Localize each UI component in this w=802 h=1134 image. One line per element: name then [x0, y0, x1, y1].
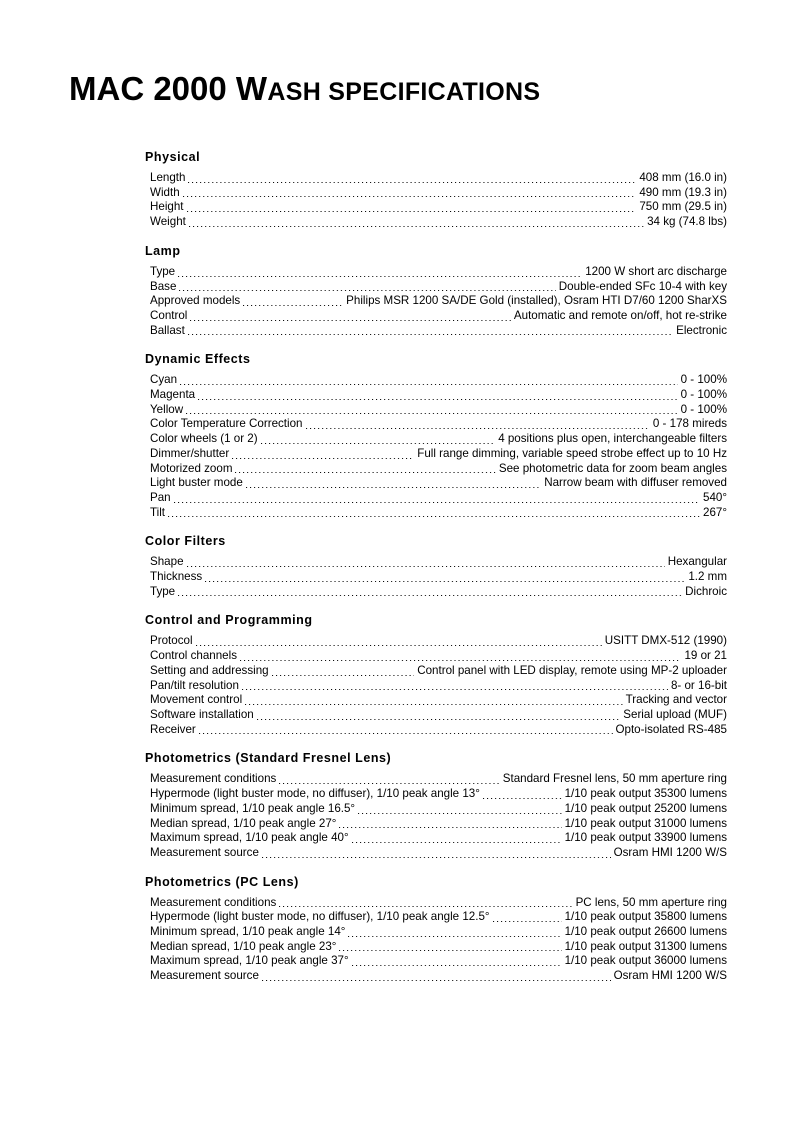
spec-row [150, 896, 727, 911]
spec-value: Double-ended SFc 10-4 with key [558, 279, 727, 293]
spec-label: Maximum spread, 1/10 peak angle 37° [150, 954, 349, 968]
spec-value: Narrow beam with diffuser removed [544, 476, 727, 490]
spec-value: Automatic and remote on/off, hot re-strike [513, 308, 727, 322]
spec-value: 1/10 peak output 31300 lumens [564, 939, 727, 953]
dot-leader [180, 376, 678, 387]
spec-row [150, 388, 727, 403]
spec-label: Base [150, 279, 177, 293]
spec-value: PC lens, 50 mm aperture ring [575, 895, 727, 909]
spec-label: Motorized zoom [150, 461, 233, 475]
spec-row [150, 846, 727, 861]
dot-leader [189, 218, 644, 229]
spec-row [150, 309, 727, 324]
spec-row [150, 723, 727, 738]
dot-leader [187, 558, 665, 569]
spec-label: Movement control [150, 693, 243, 707]
spec-value: 8- or 16-bit [670, 678, 727, 692]
spec-value: Philips MSR 1200 SA/DE Gold (installed), Osram HTI D7/60 1200 SharXS [346, 294, 727, 308]
dot-leader [352, 957, 562, 968]
spec-section [145, 244, 727, 339]
section-heading: Dynamic Effects [145, 352, 251, 367]
spec-label: Control [150, 308, 188, 322]
page-title-w: W [235, 70, 268, 108]
spec-row [150, 555, 727, 570]
spec-value: 1/10 peak output 36000 lumens [564, 954, 727, 968]
dot-leader [186, 405, 678, 416]
spec-value: 1/10 peak output 25200 lumens [564, 801, 727, 815]
spec-label: Setting and addressing [150, 663, 269, 677]
dot-leader [188, 326, 673, 337]
spec-value: 1/10 peak output 33900 lumens [564, 831, 727, 845]
spec-row [150, 787, 727, 802]
spec-label: Dimmer/shutter [150, 446, 230, 460]
dot-leader [178, 587, 682, 598]
spec-value: Osram HMI 1200 W/S [613, 969, 727, 983]
spec-row [150, 373, 727, 388]
spec-label: Color wheels (1 or 2) [150, 432, 258, 446]
spec-section [145, 751, 727, 860]
dot-leader [188, 174, 636, 185]
spec-value: 1/10 peak output 35300 lumens [564, 787, 727, 801]
dot-leader [243, 297, 343, 308]
page-title [69, 72, 540, 109]
spec-value: 408 mm (16.0 in) [639, 171, 727, 184]
spec-value: 1/10 peak output 26600 lumens [564, 925, 727, 939]
spec-row [150, 969, 727, 984]
spec-value: 267° [703, 505, 727, 519]
dot-leader [257, 711, 621, 722]
spec-row [150, 432, 727, 447]
dot-leader [196, 637, 602, 648]
specifications-container [145, 150, 727, 984]
spec-label: Minimum spread, 1/10 peak angle 14° [150, 925, 346, 939]
spec-value: Osram HMI 1200 W/S [613, 845, 727, 859]
spec-value: 0 - 178 mireds [652, 417, 727, 431]
spec-row [150, 265, 727, 280]
spec-row [150, 280, 727, 295]
page-title-lead: MAC 2000 [69, 70, 236, 108]
spec-value: 750 mm (29.5 in) [639, 200, 727, 214]
spec-value: 19 or 21 [684, 649, 727, 663]
dot-leader [245, 696, 622, 707]
dot-leader [348, 928, 561, 939]
spec-row [150, 831, 727, 846]
dot-leader [246, 479, 541, 490]
spec-label: Measurement conditions [150, 772, 277, 786]
dot-leader [179, 282, 555, 293]
spec-section [145, 352, 727, 520]
page-title-smallcaps [235, 70, 541, 108]
dot-leader [232, 450, 414, 461]
spec-label: Hypermode (light buster mode, no diffuser), 1/10 peak angle 12.5° [150, 910, 490, 924]
spec-row [150, 802, 727, 817]
spec-row [150, 708, 727, 723]
spec-row [150, 491, 727, 506]
spec-label: Yellow [150, 402, 184, 416]
spec-row [150, 649, 727, 664]
spec-value: 540° [703, 490, 727, 504]
spec-list [145, 265, 727, 339]
spec-value: 1/10 peak output 35800 lumens [564, 910, 727, 924]
spec-row [150, 215, 727, 230]
spec-label: Control channels [150, 649, 238, 663]
spec-label: Measurement source [150, 969, 259, 983]
spec-label: Length [150, 171, 186, 184]
spec-label: Magenta [150, 388, 196, 402]
spec-label: Tilt [150, 505, 166, 519]
spec-label: Light buster mode [150, 476, 243, 490]
dot-leader [358, 805, 561, 816]
spec-value: 0 - 100% [680, 373, 727, 387]
spec-label: Median spread, 1/10 peak angle 23° [150, 939, 337, 953]
spec-label: Shape [150, 555, 184, 569]
spec-row [150, 186, 727, 201]
spec-label: Receiver [150, 722, 196, 736]
spec-row [150, 679, 727, 694]
spec-row [150, 693, 727, 708]
spec-row [150, 462, 727, 477]
page-title-rest: ASH SPECIFICATIONS [267, 78, 541, 107]
spec-row [150, 954, 727, 969]
spec-label: Weight [150, 215, 186, 229]
dot-leader [483, 790, 562, 801]
spec-row [150, 403, 727, 418]
spec-row [150, 634, 727, 649]
spec-row [150, 294, 727, 309]
spec-list [145, 634, 727, 737]
spec-value: USITT DMX-512 (1990) [604, 634, 727, 648]
dot-leader [339, 819, 561, 830]
spec-section [145, 534, 727, 599]
section-heading: Photometrics (PC Lens) [145, 874, 299, 889]
spec-value: 1200 W short arc discharge [585, 264, 727, 278]
spec-row [150, 925, 727, 940]
spec-section [145, 150, 727, 230]
spec-row [150, 772, 727, 787]
spec-list [145, 555, 727, 599]
spec-row [150, 506, 727, 521]
spec-row [150, 585, 727, 600]
dot-leader [242, 681, 668, 692]
spec-label: Type [150, 584, 176, 598]
spec-row [150, 476, 727, 491]
dot-leader [493, 913, 562, 924]
dot-leader [178, 268, 582, 279]
spec-value: 4 positions plus open, interchangeable filters [498, 432, 727, 446]
section-heading: Lamp [145, 243, 181, 258]
dot-leader [190, 312, 511, 323]
spec-list [145, 772, 727, 860]
spec-value: Standard Fresnel lens, 50 mm aperture ring [502, 772, 727, 786]
spec-value: Hexangular [667, 555, 727, 569]
spec-label: Ballast [150, 323, 185, 337]
spec-row [150, 664, 727, 679]
dot-leader [199, 725, 613, 736]
spec-value: Dichroic [685, 584, 727, 598]
spec-value: 34 kg (74.8 lbs) [647, 215, 727, 229]
spec-row [150, 910, 727, 925]
dot-leader [183, 188, 637, 199]
spec-label: Approved models [150, 294, 241, 308]
dot-leader [261, 435, 496, 446]
spec-value: See photometric data for zoom beam angles [498, 461, 727, 475]
spec-value: Control panel with LED display, remote using MP-2 uploader [417, 663, 727, 677]
spec-list [145, 896, 727, 984]
dot-leader [262, 849, 611, 860]
spec-row [150, 817, 727, 832]
spec-value: 1.2 mm [688, 570, 727, 584]
spec-value: Serial upload (MUF) [623, 707, 727, 721]
spec-label: Median spread, 1/10 peak angle 27° [150, 816, 337, 830]
spec-value: Full range dimming, variable speed strobe effect up to 10 Hz [417, 446, 727, 460]
dot-leader [306, 420, 650, 431]
spec-row [150, 171, 727, 186]
spec-label: Minimum spread, 1/10 peak angle 16.5° [150, 801, 356, 815]
dot-leader [187, 203, 637, 214]
dot-leader [198, 391, 677, 402]
dot-leader [352, 834, 562, 845]
spec-row [150, 417, 727, 432]
spec-label: Software installation [150, 707, 254, 721]
spec-value: 1/10 peak output 31000 lumens [564, 816, 727, 830]
spec-value: Opto-isolated RS-485 [615, 722, 727, 736]
spec-list [145, 373, 727, 520]
dot-leader [262, 972, 611, 983]
section-heading: Photometrics (Standard Fresnel Lens) [145, 751, 392, 766]
spec-row [150, 447, 727, 462]
spec-label: Height [150, 200, 184, 214]
spec-label: Thickness [150, 570, 203, 584]
spec-label: Cyan [150, 373, 178, 387]
spec-label: Color Temperature Correction [150, 417, 303, 431]
spec-row [150, 940, 727, 955]
dot-leader [272, 667, 415, 678]
spec-section [145, 613, 727, 737]
spec-row [150, 200, 727, 215]
spec-value: 0 - 100% [680, 402, 727, 416]
spec-label: Protocol [150, 634, 193, 648]
spec-value: 490 mm (19.3 in) [639, 185, 727, 199]
dot-leader [174, 494, 700, 505]
spec-value: Tracking and vector [625, 693, 727, 707]
spec-label: Maximum spread, 1/10 peak angle 40° [150, 831, 349, 845]
section-heading: Control and Programming [145, 613, 313, 628]
spec-list [145, 171, 727, 230]
spec-label: Width [150, 185, 180, 199]
section-heading: Color Filters [145, 534, 226, 549]
spec-row [150, 324, 727, 339]
spec-row [150, 570, 727, 585]
spec-value: 0 - 100% [680, 388, 727, 402]
spec-value: Electronic [676, 323, 727, 337]
spec-label: Measurement source [150, 845, 259, 859]
dot-leader [205, 573, 685, 584]
dot-leader [279, 775, 499, 786]
spec-label: Hypermode (light buster mode, no diffuser), 1/10 peak angle 13° [150, 787, 480, 801]
dot-leader [168, 508, 700, 519]
spec-section [145, 875, 727, 984]
dot-leader [240, 652, 681, 663]
dot-leader [279, 898, 572, 909]
dot-leader [339, 942, 561, 953]
spec-label: Pan/tilt resolution [150, 678, 239, 692]
spec-label: Pan [150, 490, 171, 504]
spec-label: Measurement conditions [150, 895, 277, 909]
section-heading: Physical [145, 150, 201, 164]
dot-leader [235, 464, 495, 475]
spec-label: Type [150, 264, 176, 278]
